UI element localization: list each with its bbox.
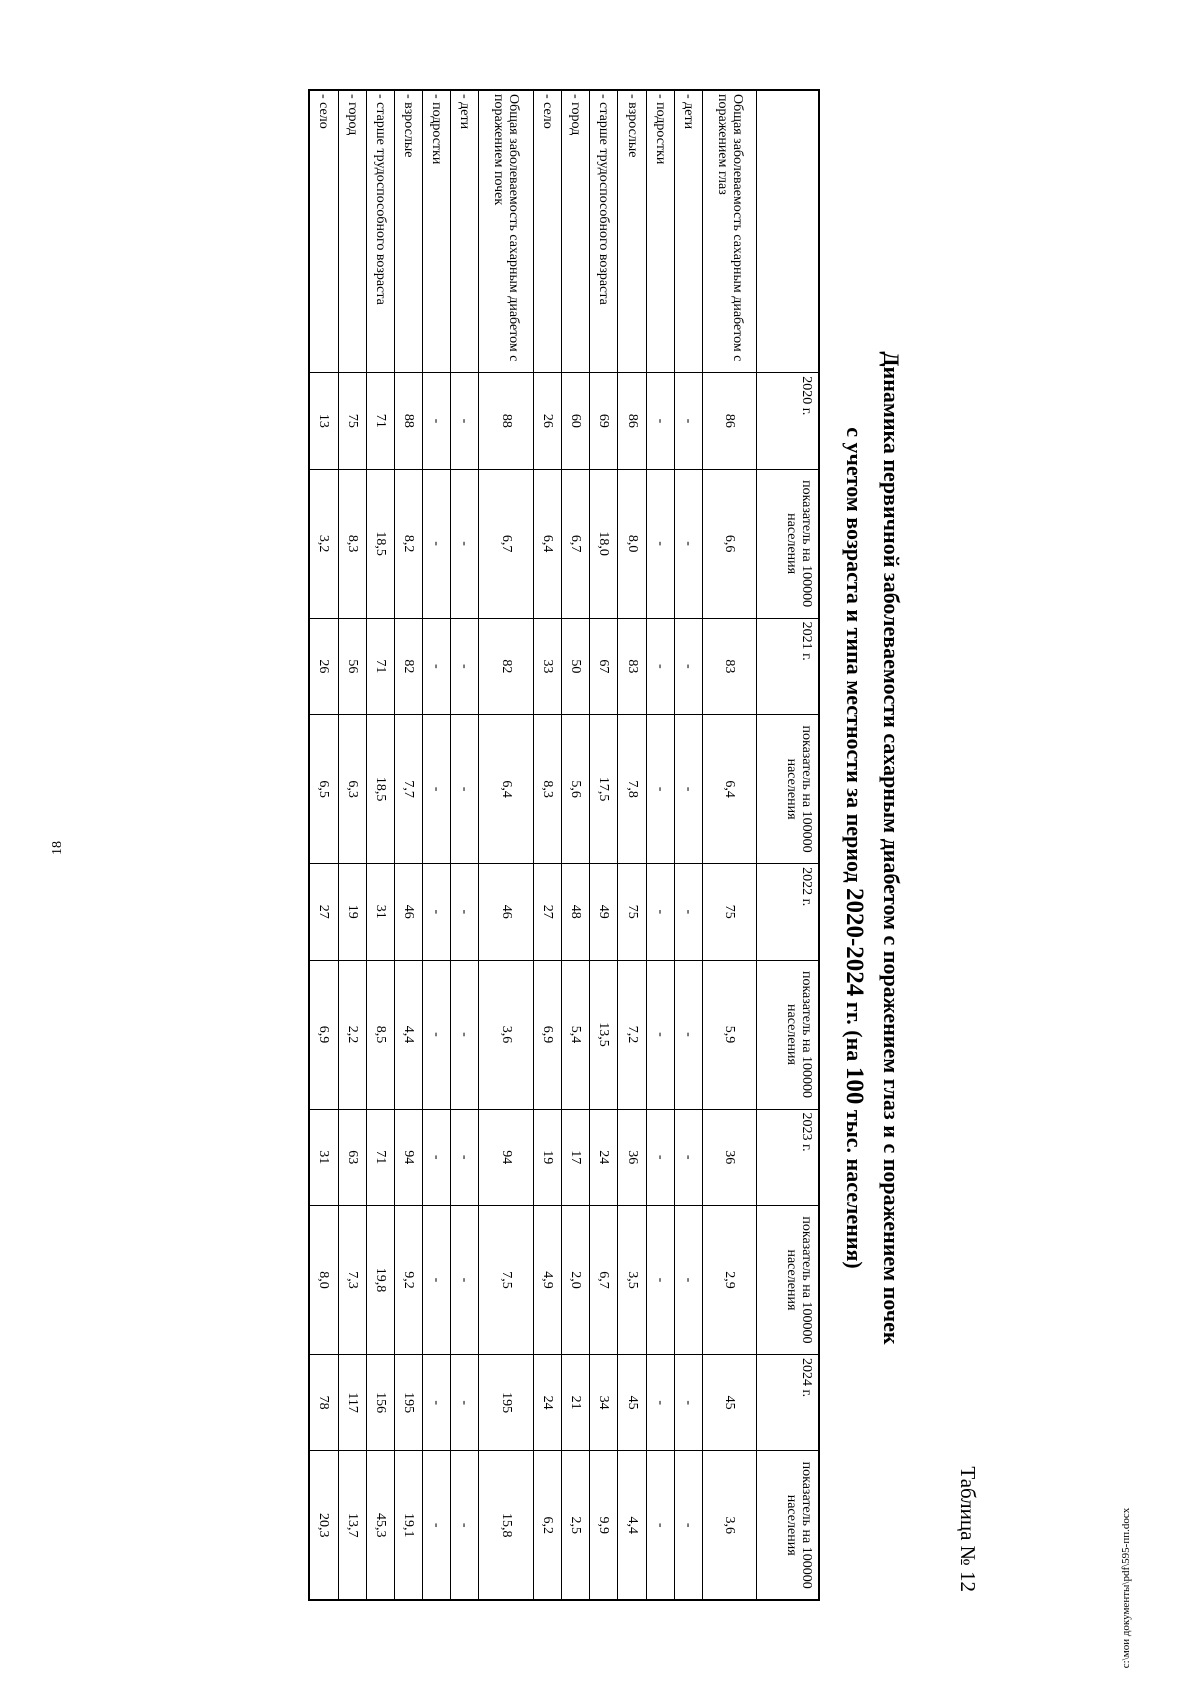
table-cell: 19 bbox=[534, 1109, 562, 1205]
table-cell: 17 bbox=[562, 1109, 590, 1205]
table-cell: 82 bbox=[479, 618, 534, 714]
row-label: - село bbox=[309, 90, 338, 373]
table-cell: 48 bbox=[562, 864, 590, 960]
table-cell: - bbox=[674, 715, 702, 864]
table-cell: - bbox=[451, 618, 479, 714]
table-cell: - bbox=[646, 1109, 674, 1205]
table-row bbox=[338, 90, 366, 1600]
table-title bbox=[836, 88, 910, 1608]
table-cell: 78 bbox=[309, 1354, 338, 1450]
table-cell: - bbox=[674, 469, 702, 618]
table-cell: 13,7 bbox=[338, 1451, 366, 1600]
table-cell: 71 bbox=[366, 373, 394, 469]
table-cell: - bbox=[451, 469, 479, 618]
table-cell: - bbox=[646, 469, 674, 618]
table-cell: - bbox=[646, 1205, 674, 1354]
table-cell: - bbox=[423, 715, 451, 864]
table-cell: 63 bbox=[338, 1109, 366, 1205]
table-cell: 71 bbox=[366, 1109, 394, 1205]
header-year: 2024 г. bbox=[757, 1354, 819, 1450]
row-label: - село bbox=[534, 90, 562, 373]
table-cell: - bbox=[674, 618, 702, 714]
table-cell: 5,9 bbox=[702, 960, 757, 1109]
table-cell: - bbox=[646, 1354, 674, 1450]
table-cell: 49 bbox=[590, 864, 618, 960]
header-year: 2020 г. bbox=[757, 373, 819, 469]
table-cell: 7,5 bbox=[479, 1205, 534, 1354]
table-cell: 18,5 bbox=[366, 469, 394, 618]
table-cell: - bbox=[451, 1109, 479, 1205]
table-cell: - bbox=[423, 960, 451, 1109]
header-row bbox=[757, 90, 819, 1600]
table-cell: 8,0 bbox=[309, 1205, 338, 1354]
table-row bbox=[451, 90, 479, 1600]
table-cell: 31 bbox=[366, 864, 394, 960]
table-cell: 117 bbox=[338, 1354, 366, 1450]
table-cell: 83 bbox=[702, 618, 757, 714]
table-cell: - bbox=[451, 715, 479, 864]
table-cell: 45,3 bbox=[366, 1451, 394, 1600]
table-cell: - bbox=[674, 373, 702, 469]
table-cell: 71 bbox=[366, 618, 394, 714]
row-label: - дети bbox=[674, 90, 702, 373]
table-cell: 83 bbox=[618, 618, 646, 714]
table-cell: 19,1 bbox=[394, 1451, 422, 1600]
table-cell: 2,0 bbox=[562, 1205, 590, 1354]
row-label: - подростки bbox=[423, 90, 451, 373]
table-cell: - bbox=[423, 1451, 451, 1600]
table-cell: 36 bbox=[702, 1109, 757, 1205]
row-label: - город bbox=[562, 90, 590, 373]
table-cell: 3,5 bbox=[618, 1205, 646, 1354]
table-row bbox=[309, 90, 338, 1600]
table-cell: - bbox=[646, 1451, 674, 1600]
row-label: - дети bbox=[451, 90, 479, 373]
table-cell: 20,3 bbox=[309, 1451, 338, 1600]
table-cell: - bbox=[674, 1354, 702, 1450]
table-cell: 6,7 bbox=[590, 1205, 618, 1354]
table-cell: 36 bbox=[618, 1109, 646, 1205]
table-cell: 17,5 bbox=[590, 715, 618, 864]
table-cell: 7,2 bbox=[618, 960, 646, 1109]
table-cell: 19 bbox=[338, 864, 366, 960]
table-cell: 8,2 bbox=[394, 469, 422, 618]
table-cell: 46 bbox=[479, 864, 534, 960]
title-line-1: Динамика первичной заболеваемости сахарным диабетом с поражением глаз и с поражением почек bbox=[879, 351, 904, 1345]
table-cell: 9,2 bbox=[394, 1205, 422, 1354]
table-cell: 86 bbox=[618, 373, 646, 469]
table-row bbox=[618, 90, 646, 1600]
table-cell: 13 bbox=[309, 373, 338, 469]
table-cell: 2,2 bbox=[338, 960, 366, 1109]
table-cell: - bbox=[423, 469, 451, 618]
table-cell: 69 bbox=[590, 373, 618, 469]
table-row bbox=[366, 90, 394, 1600]
table-cell: 75 bbox=[702, 864, 757, 960]
table-cell: 18,5 bbox=[366, 715, 394, 864]
table-cell: 45 bbox=[702, 1354, 757, 1450]
table-cell: 15,8 bbox=[479, 1451, 534, 1600]
table-cell: 27 bbox=[309, 864, 338, 960]
table-cell: 7,7 bbox=[394, 715, 422, 864]
file-path-footer: c:\мои документы\pdf\595-пп.docx bbox=[1120, 1507, 1132, 1669]
table-cell: 6,4 bbox=[702, 715, 757, 864]
table-cell: 34 bbox=[590, 1354, 618, 1450]
table-cell: 27 bbox=[534, 864, 562, 960]
row-label: - подростки bbox=[646, 90, 674, 373]
table-cell: 46 bbox=[394, 864, 422, 960]
header-year: 2023 г. bbox=[757, 1109, 819, 1205]
table-row bbox=[479, 90, 534, 1600]
table-cell: 45 bbox=[618, 1354, 646, 1450]
table-cell: - bbox=[423, 1109, 451, 1205]
table-row bbox=[534, 90, 562, 1600]
table-cell: 21 bbox=[562, 1354, 590, 1450]
table-cell: - bbox=[451, 1451, 479, 1600]
table-cell: 6,9 bbox=[309, 960, 338, 1109]
table-cell: 6,3 bbox=[338, 715, 366, 864]
table-cell: - bbox=[451, 1205, 479, 1354]
table-cell: 6,4 bbox=[534, 469, 562, 618]
table-cell: 7,3 bbox=[338, 1205, 366, 1354]
row-label: Общая заболеваемость сахарным диабетом с поражением глаз bbox=[702, 90, 757, 373]
header-indicator: показатель на 100000 населения bbox=[757, 960, 819, 1109]
header-indicator: показатель на 100000 населения bbox=[757, 715, 819, 864]
table-cell: 86 bbox=[702, 373, 757, 469]
table-cell: - bbox=[646, 864, 674, 960]
table-cell: 4,4 bbox=[618, 1451, 646, 1600]
table-cell: 8,5 bbox=[366, 960, 394, 1109]
table-cell: - bbox=[674, 1451, 702, 1600]
table-cell: 13,5 bbox=[590, 960, 618, 1109]
table-cell: - bbox=[423, 1205, 451, 1354]
table-cell: - bbox=[423, 1354, 451, 1450]
table-cell: 18,0 bbox=[590, 469, 618, 618]
table-cell: 3,6 bbox=[479, 960, 534, 1109]
table-row bbox=[646, 90, 674, 1600]
header-year: 2021 г. bbox=[757, 618, 819, 714]
table-cell: 6,6 bbox=[702, 469, 757, 618]
table-cell: 6,7 bbox=[479, 469, 534, 618]
table-cell: - bbox=[646, 960, 674, 1109]
table-cell: 3,6 bbox=[702, 1451, 757, 1600]
table-cell: - bbox=[451, 373, 479, 469]
table-row bbox=[394, 90, 422, 1600]
table-cell: 26 bbox=[534, 373, 562, 469]
row-label: - старше трудоспособного возраста bbox=[590, 90, 618, 373]
table-cell: 31 bbox=[309, 1109, 338, 1205]
table-cell: 195 bbox=[479, 1354, 534, 1450]
table-cell: - bbox=[646, 715, 674, 864]
rotated-page-content bbox=[220, 88, 980, 1608]
table-cell: 6,7 bbox=[562, 469, 590, 618]
table-cell: 82 bbox=[394, 618, 422, 714]
row-label: Общая заболеваемость сахарным диабетом с поражением почек bbox=[479, 90, 534, 373]
row-label: - взрослые bbox=[618, 90, 646, 373]
header-year: 2022 г. bbox=[757, 864, 819, 960]
table-cell: - bbox=[674, 1109, 702, 1205]
table-label: Таблица № 12 bbox=[956, 1466, 980, 1592]
table-cell: 7,8 bbox=[618, 715, 646, 864]
table-cell: 60 bbox=[562, 373, 590, 469]
table-cell: 3,2 bbox=[309, 469, 338, 618]
table-row bbox=[674, 90, 702, 1600]
table-cell: 75 bbox=[338, 373, 366, 469]
table-cell: 24 bbox=[534, 1354, 562, 1450]
table-cell: 94 bbox=[394, 1109, 422, 1205]
table-cell: 8,3 bbox=[338, 469, 366, 618]
table-cell: 6,2 bbox=[534, 1451, 562, 1600]
table-cell: - bbox=[423, 864, 451, 960]
table-cell: - bbox=[646, 618, 674, 714]
page-number: 18 bbox=[50, 841, 65, 855]
table-cell: - bbox=[674, 960, 702, 1109]
table-cell: - bbox=[674, 864, 702, 960]
table-cell: 9,9 bbox=[590, 1451, 618, 1600]
row-label: - город bbox=[338, 90, 366, 373]
row-label: - взрослые bbox=[394, 90, 422, 373]
table-cell: 94 bbox=[479, 1109, 534, 1205]
table-cell: 19,8 bbox=[366, 1205, 394, 1354]
table-row bbox=[562, 90, 590, 1600]
table-cell: 67 bbox=[590, 618, 618, 714]
table-cell: 26 bbox=[309, 618, 338, 714]
table-cell: 8,3 bbox=[534, 715, 562, 864]
table-cell: 56 bbox=[338, 618, 366, 714]
header-indicator: показатель на 100000 населения bbox=[757, 1451, 819, 1600]
table-cell: 50 bbox=[562, 618, 590, 714]
title-line-2: с учетом возраста и типа местности за период 2020-2024 гг. (на 100 тыс. населения) bbox=[841, 427, 868, 1269]
table-cell: - bbox=[674, 1205, 702, 1354]
table-cell: 24 bbox=[590, 1109, 618, 1205]
table-cell: 5,6 bbox=[562, 715, 590, 864]
table-cell: 6,4 bbox=[479, 715, 534, 864]
table-cell: 2,5 bbox=[562, 1451, 590, 1600]
table-cell: 8,0 bbox=[618, 469, 646, 618]
table-cell: - bbox=[451, 864, 479, 960]
table-row bbox=[590, 90, 618, 1600]
table-cell: - bbox=[423, 373, 451, 469]
table-cell: 6,9 bbox=[534, 960, 562, 1109]
header-indicator: показатель на 100000 населения bbox=[757, 469, 819, 618]
table-cell: 2,9 bbox=[702, 1205, 757, 1354]
header-indicator: показатель на 100000 населения bbox=[757, 1205, 819, 1354]
table-cell: - bbox=[646, 373, 674, 469]
table-cell: - bbox=[451, 960, 479, 1109]
table-cell: 5,4 bbox=[562, 960, 590, 1109]
table-cell: - bbox=[423, 618, 451, 714]
table-cell: - bbox=[451, 1354, 479, 1450]
table-cell: 195 bbox=[394, 1354, 422, 1450]
table-row bbox=[702, 90, 757, 1600]
table-cell: 88 bbox=[394, 373, 422, 469]
table-row bbox=[423, 90, 451, 1600]
table-cell: 156 bbox=[366, 1354, 394, 1450]
table-cell: 4,9 bbox=[534, 1205, 562, 1354]
table-cell: 6,5 bbox=[309, 715, 338, 864]
row-label: - старше трудоспособного возраста bbox=[366, 90, 394, 373]
table-cell: 33 bbox=[534, 618, 562, 714]
header-label-cell bbox=[757, 90, 819, 373]
incidence-table bbox=[308, 89, 820, 1601]
table-cell: 88 bbox=[479, 373, 534, 469]
table-cell: 4,4 bbox=[394, 960, 422, 1109]
table-cell: 75 bbox=[618, 864, 646, 960]
